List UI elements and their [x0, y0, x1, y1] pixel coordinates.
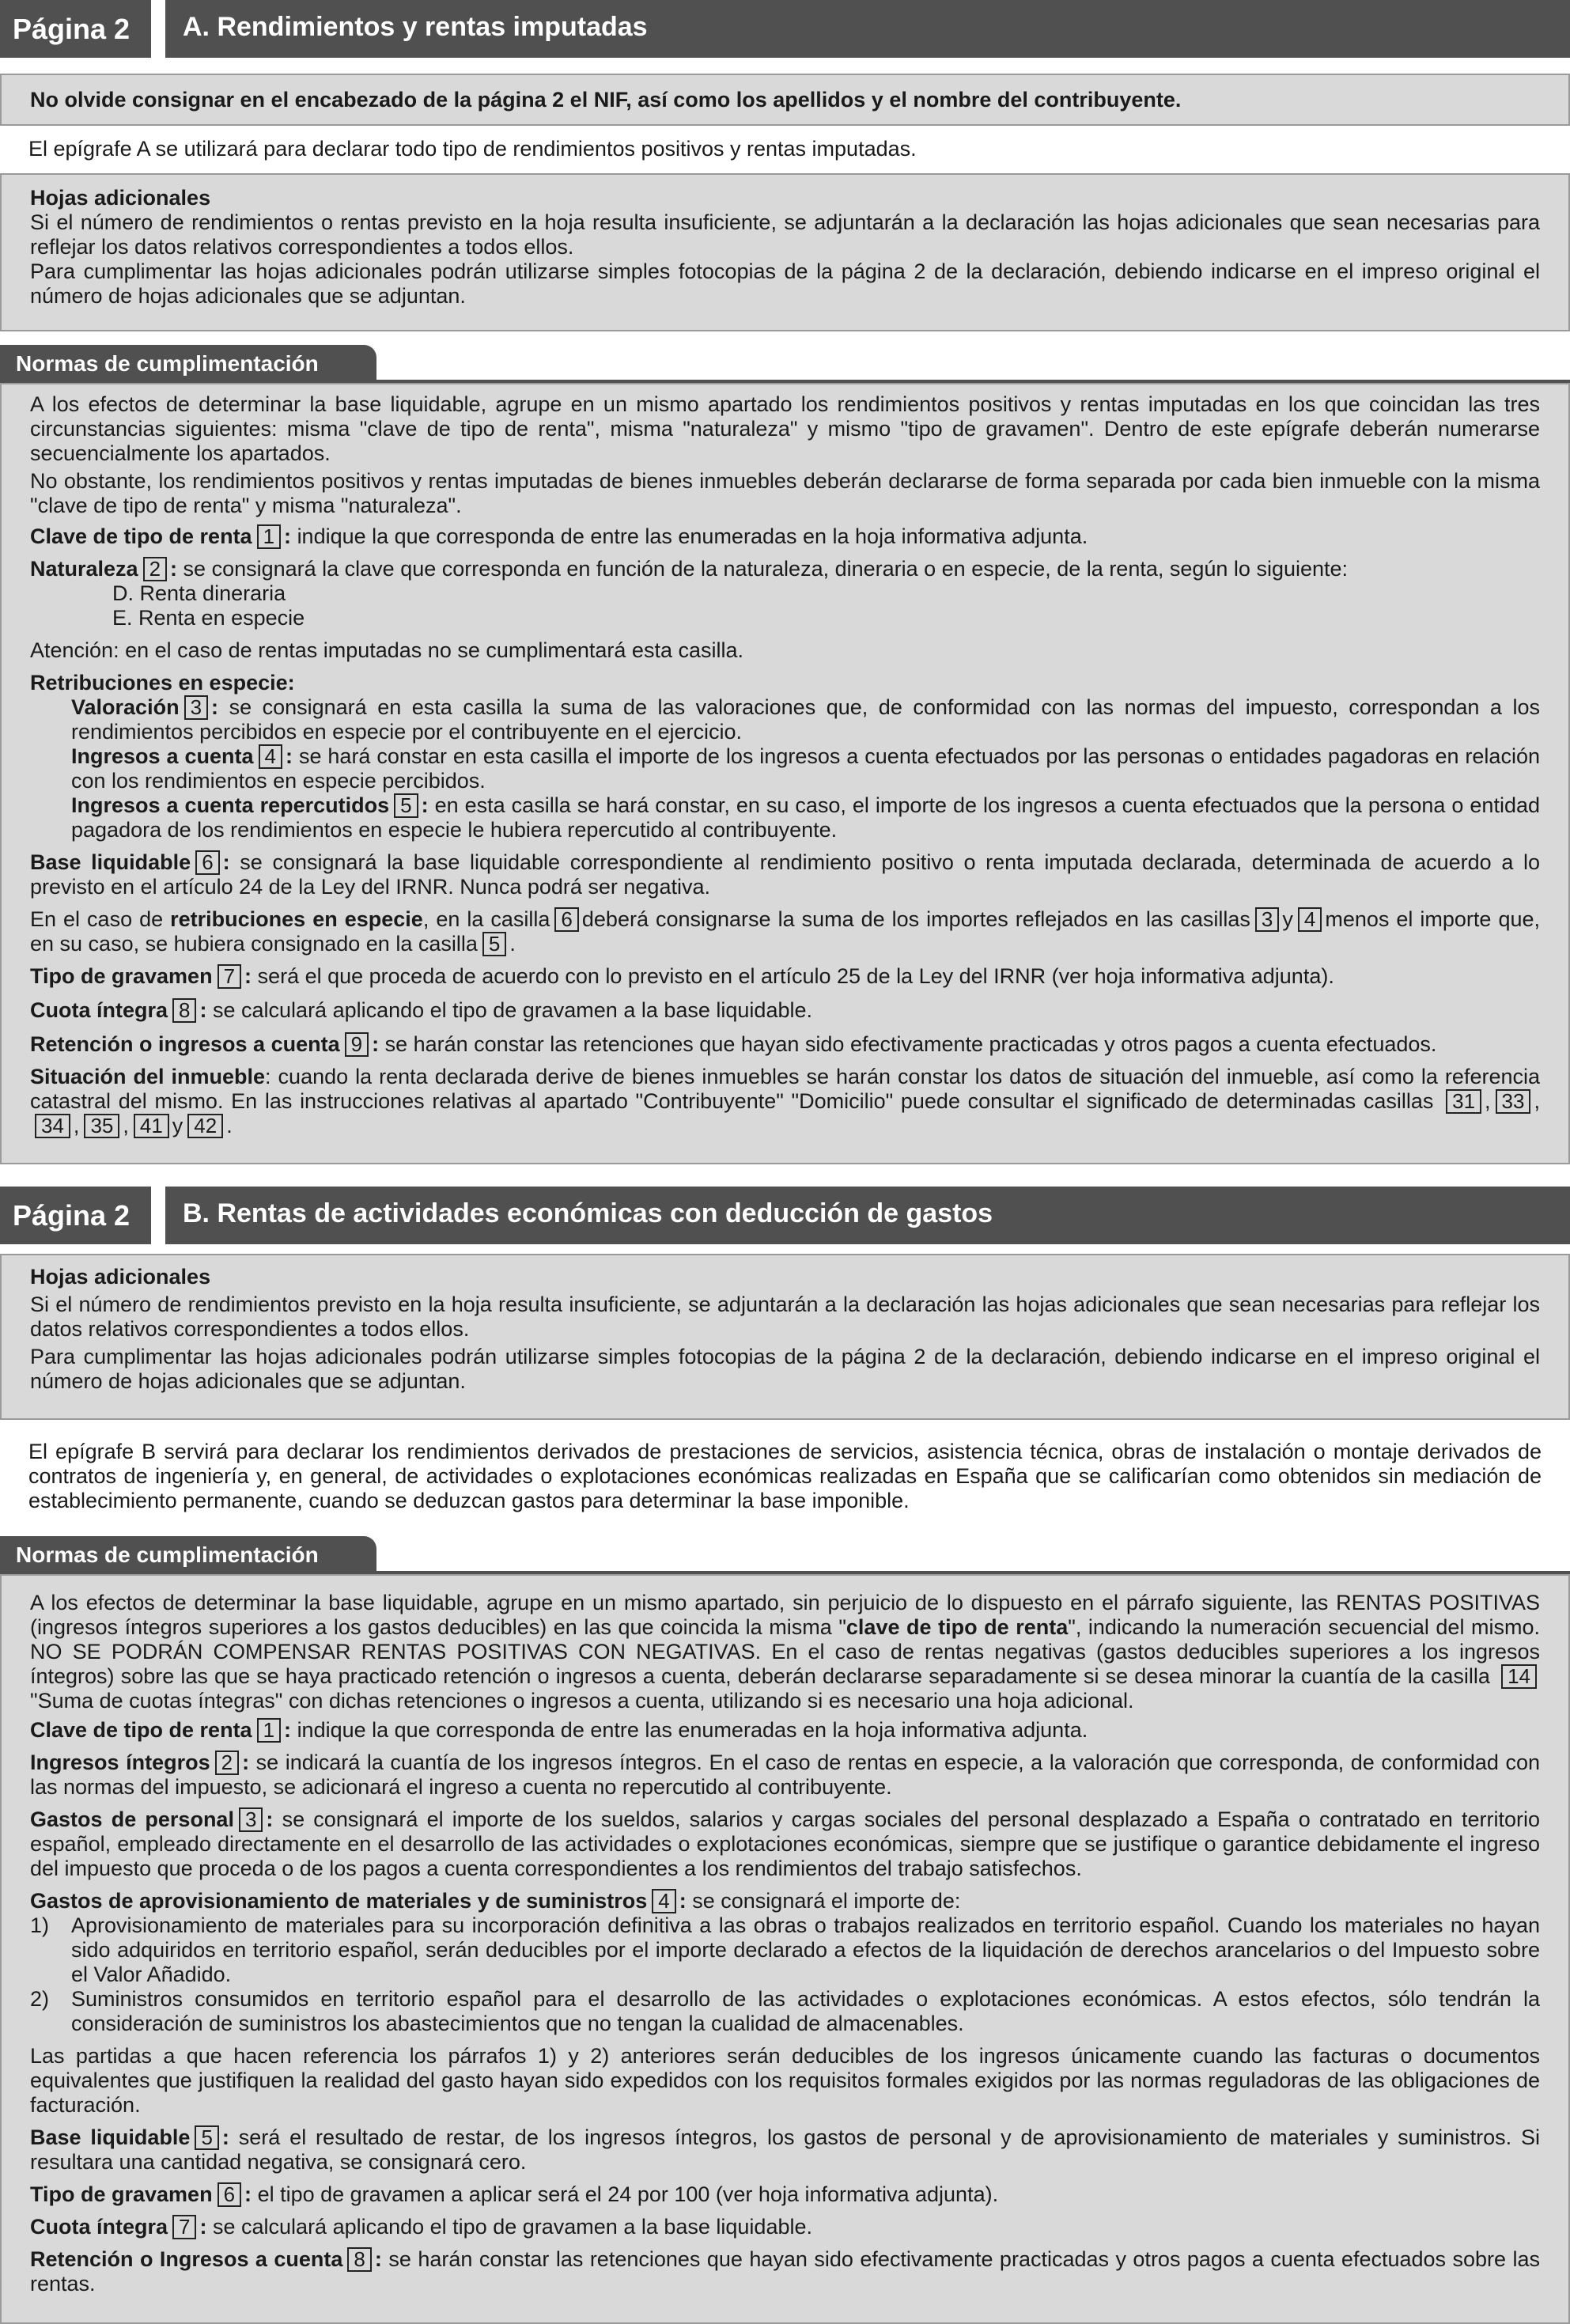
base-item: Base liquidable 6 : se consignará la base liquidable correspondiente al rendimiento positivo o renta imputada declarada, determinada de acuerdo a lo previsto en el artículo 24 de la Ley del IRNR. Nunca podrá ser negativa. [30, 850, 1540, 899]
naturaleza-item: Naturaleza 2 : se consignará la clave que corresponda en función de la naturaleza, dineraria o en especie, de la renta, según lo siguiente: [30, 557, 1349, 581]
atencion: Atención: en el caso de rentas imputadas no se cumplimentará esta casilla. [30, 638, 743, 662]
notice-text: No olvide consignar en el encabezado de la página 2 el NIF, así como los apellidos y el nombre del contribuyente. [30, 88, 1182, 112]
tipo-item: Tipo de gravamen 6 : el tipo de gravamen a aplicar será el 24 por 100 (ver hoja informativa adjunta). [30, 2182, 999, 2206]
retencion-item: Retención o ingresos a cuenta 9 : se harán constar las retenciones que hayan sido efectivamente practicadas y otros pagos a cuenta efectuados. [30, 1032, 1437, 1056]
box-7: 7 [218, 964, 241, 989]
hojas-p2: Para cumplimentar las hojas adicionales podrán utilizarse simples fotocopias de la página 2 de la declaración, debiendo indicarse en el impreso original el número de hojas adicionales que se adjuntan. [30, 1345, 1540, 1393]
box-3: 3 [184, 695, 208, 720]
opt-e: E. Renta en especie [112, 606, 305, 630]
normas-a-p2: No obstante, los rendimientos positivos y rentas imputadas de bienes inmuebles deberán declararse de forma separada por cada bien inmueble con la misma "clave de tipo de renta" y misma "naturaleza". [30, 469, 1540, 517]
opt-d: D. Renta dineraria [112, 581, 286, 605]
normas-a-p1: A los efectos de determinar la base liquidable, agrupe en un mismo apartado los rendimientos positivos y rentas imputadas en los que coincidan las tres circunstancias siguientes: misma "clave de tipo de renta", misma "naturaleza" y mismo "tipo de gravamen". Dentro de este epígrafe deberán numerarse secuencialmente los apartados. [30, 392, 1540, 465]
cuota-item: Cuota íntegra 7 : se calculará aplicando el tipo de gravamen a la base liquidable. [30, 2215, 812, 2239]
notice-box [0, 74, 1570, 126]
partidas: Las partidas a que hacen referencia los párrafos 1) y 2) anteriores serán deducibles de los ingresos únicamente cuando las facturas o documentos equivalentes que justifiquen la realidad del gasto hayan sido expedidos con los requisitos formales exigidos por las normas reguladoras de las obligaciones de facturación. [30, 2044, 1540, 2117]
hojas-title: Hojas adicionales [30, 186, 211, 210]
section-title: B. Rentas de actividades económicas con deducción de gastos [165, 1187, 1570, 1244]
box-4: 4 [259, 744, 282, 769]
situacion-item: Situación del inmueble: cuando la renta declarada derive de bienes inmuebles se harán constar los datos de situación del inmueble, así como la referencia catastral del mismo. En las instrucciones relativas al apartado "Contribuyente" "Domicilio" puede consultar el significado de determinadas casillas 31 , 33 ,34 , 35 , 41 y 42 . [30, 1065, 1540, 1137]
list-item: 1) Aprovisionamiento de materiales para su incorporación definitiva a las obras o trabajos realizados en territorio español. Cuando los materiales no hayan sido adquiridos en territorio español, serán deducibles por el importe declarado a efectos de la liquidación de derechos arancelarios o del Impuesto sobre el Valor Añadido. [30, 1913, 1540, 1986]
personal-item: Gastos de personal 3 : se consignará el importe de los sueldos, salarios y cargas sociales del personal desplazado a España o contratado en territorio español, empleado directamente en el desarrollo de las actividades o explotaciones económicas, siempre que se justifique o garantice debidamente el ingreso del impuesto que proceda o de los pagos a cuenta correspondientes a los rendimientos del trabajo satisfechos. [30, 1807, 1540, 1880]
aprov-item: Gastos de aprovisionamiento de materiales y de suministros 4 : se consignará el importe de: [30, 1889, 961, 1913]
normas-tab-b: Normas de cumplimentación [0, 1536, 376, 1576]
section-title: A. Rendimientos y rentas imputadas [165, 0, 1570, 58]
section-a-intro: El epígrafe A se utilizará para declarar todo tipo de rendimientos positivos y rentas imputadas. [28, 137, 917, 161]
clave-item: Clave de tipo de renta 1 : indique la que corresponda de entre las enumeradas en la hoja informativa adjunta. [30, 524, 1088, 548]
page-label: Página 2 [0, 1187, 151, 1244]
hojas-title: Hojas adicionales [30, 1265, 211, 1289]
base-item: Base liquidable 5 : será el resultado de restar, de los ingresos íntegros, los gastos de personal y de aprovisionamiento de materiales y suministros. Si resultara una cantidad negativa, se consignará cero. [30, 2125, 1540, 2174]
box-1: 1 [257, 524, 281, 549]
box-5: 5 [394, 793, 418, 818]
valoracion-item: Valoración 3 : se consignará en esta casilla la suma de las valoraciones que, de conformidad con las normas del impuesto, correspondan a los rendimientos percibidos en especie por el contribuyente en el ejercicio. [71, 695, 1540, 744]
box-8: 8 [172, 998, 196, 1023]
retencion-item: Retención o Ingresos a cuenta 8 : se harán constar las retenciones que hayan sido efectivamente practicadas y otros pagos a cuenta efectuados sobre las rentas. [30, 2247, 1540, 2296]
cuota-item: Cuota íntegra 8 : se calculará aplicando el tipo de gravamen a la base liquidable. [30, 998, 812, 1022]
hojas-box-a [0, 173, 1570, 331]
box-9: 9 [345, 1032, 369, 1057]
clave-item: Clave de tipo de renta 1 : indique la que corresponda de entre las enumeradas en la hoja informativa adjunta. [30, 1718, 1088, 1742]
hojas-p2: Para cumplimentar las hojas adicionales podrán utilizarse simples fotocopias de la página 2 de la declaración, debiendo indicarse en el impreso original el número de hojas adicionales que se adjuntan. [30, 259, 1540, 308]
tipo-item: Tipo de gravamen 7 : será el que proceda de acuerdo con lo previsto en el artículo 25 de la Ley del IRNR (ver hoja informativa adjunta). [30, 964, 1334, 988]
ingresos-item: Ingresos íntegros 2 : se indicará la cuantía de los ingresos íntegros. En el caso de rentas en especie, a la valoración que corresponda, de conformidad con las normas del impuesto, se adicionará el ingreso a cuenta no repercutido al contribuyente. [30, 1751, 1540, 1799]
hojas-p1: Si el número de rendimientos o rentas previsto en la hoja resulta insuficiente, se adjuntarán a la declaración las hojas adicionales que sean necesarias para reflejar los datos relativos correspondientes a todos ellos. [30, 210, 1540, 259]
normas-box-b [0, 1574, 1570, 2324]
repercutidos-item: Ingresos a cuenta repercutidos 5 : en esta casilla se hará constar, en su caso, el importe de los ingresos a cuenta efectuados que la persona o entidad pagadora de los rendimientos en especie le hubiera repercutido al contribuyente. [71, 793, 1540, 842]
hojas-p1: Si el número de rendimientos previsto en la hoja resulta insuficiente, se adjuntarán a la declaración las hojas adicionales que sean necesarias para reflejar los datos relativos correspondientes a todos ellos. [30, 1293, 1540, 1341]
normas-tab-a: Normas de cumplimentación [0, 345, 376, 384]
section-b-intro: El epígrafe B servirá para declarar los rendimientos derivados de prestaciones de servicios, asistencia técnica, obras de instalación o montaje derivados de contratos de ingeniería y, en general, de actividades o explotaciones económicas realizadas en España que se calificarían como obtenidos sin mediación de establecimiento permanente, cuando se deduzcan gastos para determinar la base imponible. [28, 1440, 1542, 1512]
box-2: 2 [143, 557, 167, 581]
hojas-box-b [0, 1254, 1570, 1420]
retrib-title: Retribuciones en especie: [30, 671, 295, 695]
normas-b-p1: A los efectos de determinar la base liquidable, agrupe en un mismo apartado, sin perjuicio de lo dispuesto en el párrafo siguiente, las RENTAS POSITIVAS (ingresos íntegros superiores a los gastos deducibles) en las que coincida la misma "clave de tipo de renta", indicando la numeración secuencial del mismo. NO SE PODRÁN COMPENSAR RENTAS POSITIVAS CON NEGATIVAS. En el caso de rentas negativas (gastos deducibles superiores a los ingresos íntegros) sobre las que se haya practicado retención o ingresos a cuenta, deberán declararse separadamente si se desea minorar la cuantía de la casilla 14"Suma de cuotas íntegras" con dichas retenciones o ingresos a cuenta, utilizando si es necesario una hoja adicional. [30, 1591, 1541, 1713]
box-6: 6 [195, 850, 219, 875]
page-label: Página 2 [0, 0, 151, 58]
list-item: 2) Suministros consumidos en territorio español para el desarrollo de las actividades o explotaciones económicas. A estos efectos, sólo tendrán la consideración de suministros los abastecimientos que no tengan la cualidad de almacenables. [30, 1987, 1540, 2035]
caso-item: En el caso de retribuciones en especie, en la casilla 6 deberá consignarse la suma de los importes reflejados en las casillas 3 y 4 menos el importe que, en su caso, se hubiera consignado en la casilla 5 . [30, 907, 1541, 956]
ingresos-item: Ingresos a cuenta 4 : se hará constar en esta casilla el importe de los ingresos a cuenta efectuados por las personas o entidades pagadoras en relación con los rendimientos en especie percibidos. [71, 744, 1540, 793]
normas-box-a [0, 383, 1570, 1164]
